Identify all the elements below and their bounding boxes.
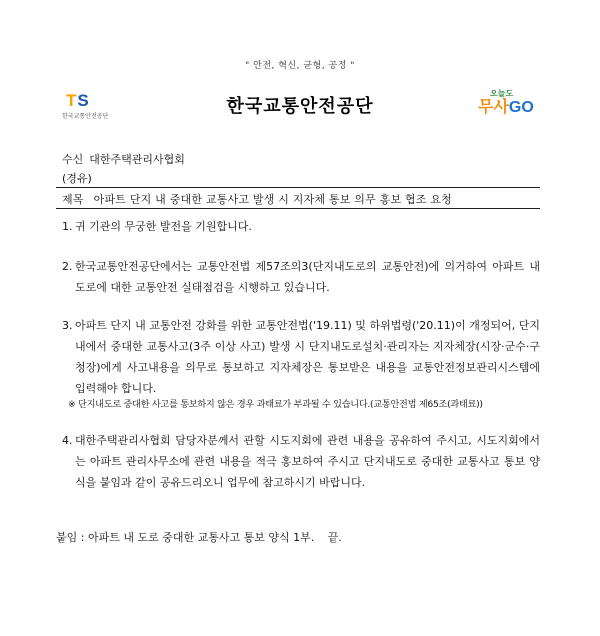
paragraph-2 — [62, 256, 540, 298]
recipient-line — [62, 151, 185, 167]
penalty-note: ※ 단지내도로 중대한 사고를 통보하지 않은 경우 과태료가 부과될 수 있습니다.(교통안전법 제65조(과태료)) — [68, 399, 483, 410]
attachment-label: 붙임 : — [56, 531, 85, 544]
recipient-value: 대한주택관리사협회 — [89, 153, 185, 166]
ts-logo-mark: TS — [66, 91, 90, 110]
motto: " 안전, 혁신, 균형, 공정 " — [245, 61, 355, 71]
via-line: (경유) — [62, 172, 92, 185]
paragraph-number: 2. — [62, 260, 73, 273]
paragraph-1 — [62, 216, 540, 237]
paragraph-4 — [62, 430, 540, 493]
subject-value: 아파트 단지 내 중대한 교통사고 발생 시 지자체 통보 의무 홍보 협조 요청 — [93, 193, 452, 206]
subject-bottom-rule — [56, 208, 540, 209]
subject-label: 제목 — [62, 193, 84, 206]
paragraph-text: 귀 기관의 무궁한 발전을 기원합니다. — [75, 220, 252, 233]
attachment-end: 끝. — [327, 531, 342, 544]
paragraph-text: 아파트 단지 내 교통안전 강화를 위한 교통안전법('19.11) 및 하위법령('20.11)이 개정되어, 단지 내에서 중대한 교통사고(3주 이상 사고) 발생 시 단지내도로설치·관리자는 지자체장(시장·군수·구청장)에게 사고내용을 의무로 통보하고 지자체장은 통보받은 내용을 교통안전정보관리시스템에 입력해야 합니다. — [75, 319, 540, 395]
organization-title: 한국교통안전공단 — [226, 96, 374, 117]
paragraph-number: 4. — [62, 434, 73, 447]
paragraph-number: 1. — [62, 220, 73, 233]
musago-logo-top: 오늘도 — [490, 89, 514, 98]
ts-logo-caption: 한국교통안전공단 — [62, 113, 109, 120]
musago-logo-word: 무사GO — [478, 99, 534, 116]
attachment-line — [56, 529, 342, 545]
subject-line — [62, 191, 540, 207]
musago-logo — [478, 88, 548, 122]
paragraph-3 — [62, 315, 540, 399]
paragraph-number: 3. — [62, 319, 73, 332]
paragraph-text: 대한주택관리사협회 담당자분께서 관할 시도지회에 관련 내용을 공유하여 주시고, 시도지회에서는 아파트 관리사무소에 관련 내용을 적극 홍보하여 주시고 단지내도로 중대한 교통사고 통보 양식을 붙임과 같이 공유드리오니 업무에 참고하시기 바랍니다. — [75, 434, 540, 489]
subject-top-rule — [56, 187, 540, 188]
attachment-value: 아파트 내 도로 중대한 교통사고 통보 양식 1부. — [87, 531, 315, 544]
recipient-label: 수신 — [62, 153, 84, 166]
paragraph-text: 한국교통안전공단에서는 교통안전법 제57조의3(단지내도로의 교통안전)에 의거하여 아파트 내 도로에 대한 교통안전 실태점검을 시행하고 있습니다. — [75, 260, 540, 294]
